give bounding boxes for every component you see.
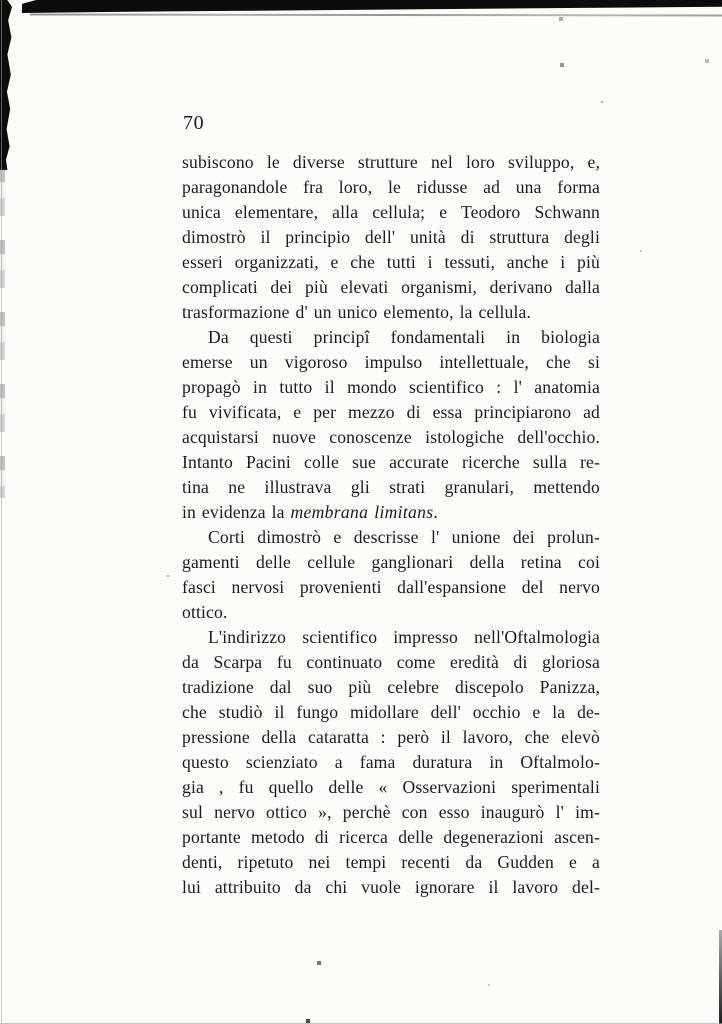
text-segment: trasformazione d' un unico elemento, la cellula. — [182, 302, 532, 322]
text-segment: propagò in tutto il mondo scientifico : l' anatomia — [182, 377, 600, 397]
text-segment: gia , fu quello delle « Osservazioni sperimentali — [182, 777, 600, 797]
text-segment: acquistarsi nuove conoscenze istologiche dell'occhio. — [182, 427, 600, 447]
text-segment: subiscono le diverse strutture nel loro sviluppo, e, — [182, 152, 600, 172]
text-line — [182, 850, 600, 875]
text-segment: in evidenza la — [182, 502, 291, 522]
text-segment: complicati dei più elevati organismi, derivano dalla — [182, 277, 600, 297]
text-line — [182, 400, 600, 425]
text-line — [182, 800, 600, 825]
text-line — [182, 700, 600, 725]
text-line — [182, 650, 600, 675]
text-line — [182, 200, 600, 225]
text-line — [182, 475, 600, 500]
text-line — [182, 525, 600, 550]
text-segment: . — [433, 502, 438, 522]
text-segment: Corti dimostrò e descrisse l' unione dei prolun- — [208, 527, 600, 547]
text-line — [182, 550, 600, 575]
scan-artifact-top-bar — [22, 0, 722, 13]
text-segment: questo scienziato a fama duratura in Oftalmolo- — [182, 752, 600, 772]
text-line — [182, 675, 600, 700]
page-text — [182, 150, 600, 900]
text-line — [182, 175, 600, 200]
text-segment: tina ne illustrava gli strati granulari, mettendo — [182, 477, 600, 497]
text-line — [182, 150, 600, 175]
text-segment: lui attribuito da chi vuole ignorare il lavoro del- — [182, 877, 600, 897]
text-segment: sul nervo ottico », perchè con esso inaugurò l' im- — [182, 802, 600, 822]
text-line — [182, 775, 600, 800]
text-segment: fasci nervosi provenienti dall'espansione del nervo — [182, 577, 600, 597]
text-segment: denti, ripetuto nei tempi recenti da Gudden e a — [182, 852, 600, 872]
scan-artifact-top-line — [30, 14, 722, 17]
text-line — [182, 625, 600, 650]
text-segment: che studiò il fungo midollare dell' occhio e la de- — [182, 702, 600, 722]
page-number: 70 — [183, 112, 205, 134]
italic-phrase: membrana limitans — [290, 502, 434, 522]
text-segment: paragonandole fra loro, le ridusse ad una forma — [182, 177, 600, 197]
text-line — [182, 750, 600, 775]
text-line — [182, 225, 600, 250]
text-segment: dimostrò il principio dell' unità di struttura degli — [182, 227, 600, 247]
text-segment: pressione della cataratta : però il lavoro, che elevò — [182, 727, 600, 747]
text-line — [182, 725, 600, 750]
text-line — [182, 250, 600, 275]
text-line — [182, 500, 600, 525]
scan-artifact-left-edge — [1, 0, 2, 1024]
text-segment: ottico. — [182, 602, 228, 622]
text-segment: gamenti delle cellule ganglionari della retina coi — [182, 552, 600, 572]
text-line — [182, 300, 600, 325]
text-line — [182, 425, 600, 450]
text-line — [182, 600, 600, 625]
text-segment: Da questi principî fondamentali in biologia — [208, 327, 600, 347]
scan-artifact-specks — [0, 0, 2, 2]
text-line — [182, 375, 600, 400]
text-segment: unica elementare, alla cellula; e Teodoro Schwann — [182, 202, 600, 222]
text-line — [182, 575, 600, 600]
text-segment: portante metodo di ricerca delle degenerazioni ascen- — [182, 827, 600, 847]
text-line — [182, 275, 600, 300]
text-segment: Intanto Pacini colle sue accurate ricerche sulla re- — [182, 452, 600, 472]
text-segment: da Scarpa fu continuato come eredità di gloriosa — [182, 652, 600, 672]
text-segment: esseri organizzati, e che tutti i tessuti, anche i più — [182, 252, 600, 272]
text-segment: fu vivificata, e per mezzo di essa principiarono ad — [182, 402, 600, 422]
text-line — [182, 450, 600, 475]
text-line — [182, 875, 600, 900]
text-segment: tradizione dal suo più celebre discepolo Panizza, — [182, 677, 600, 697]
text-segment: emerse un vigoroso impulso intellettuale, che si — [182, 352, 600, 372]
text-segment: L'indirizzo scientifico impresso nell'Oftalmologia — [208, 627, 600, 647]
text-line — [182, 350, 600, 375]
text-line — [182, 325, 600, 350]
text-line — [182, 825, 600, 850]
